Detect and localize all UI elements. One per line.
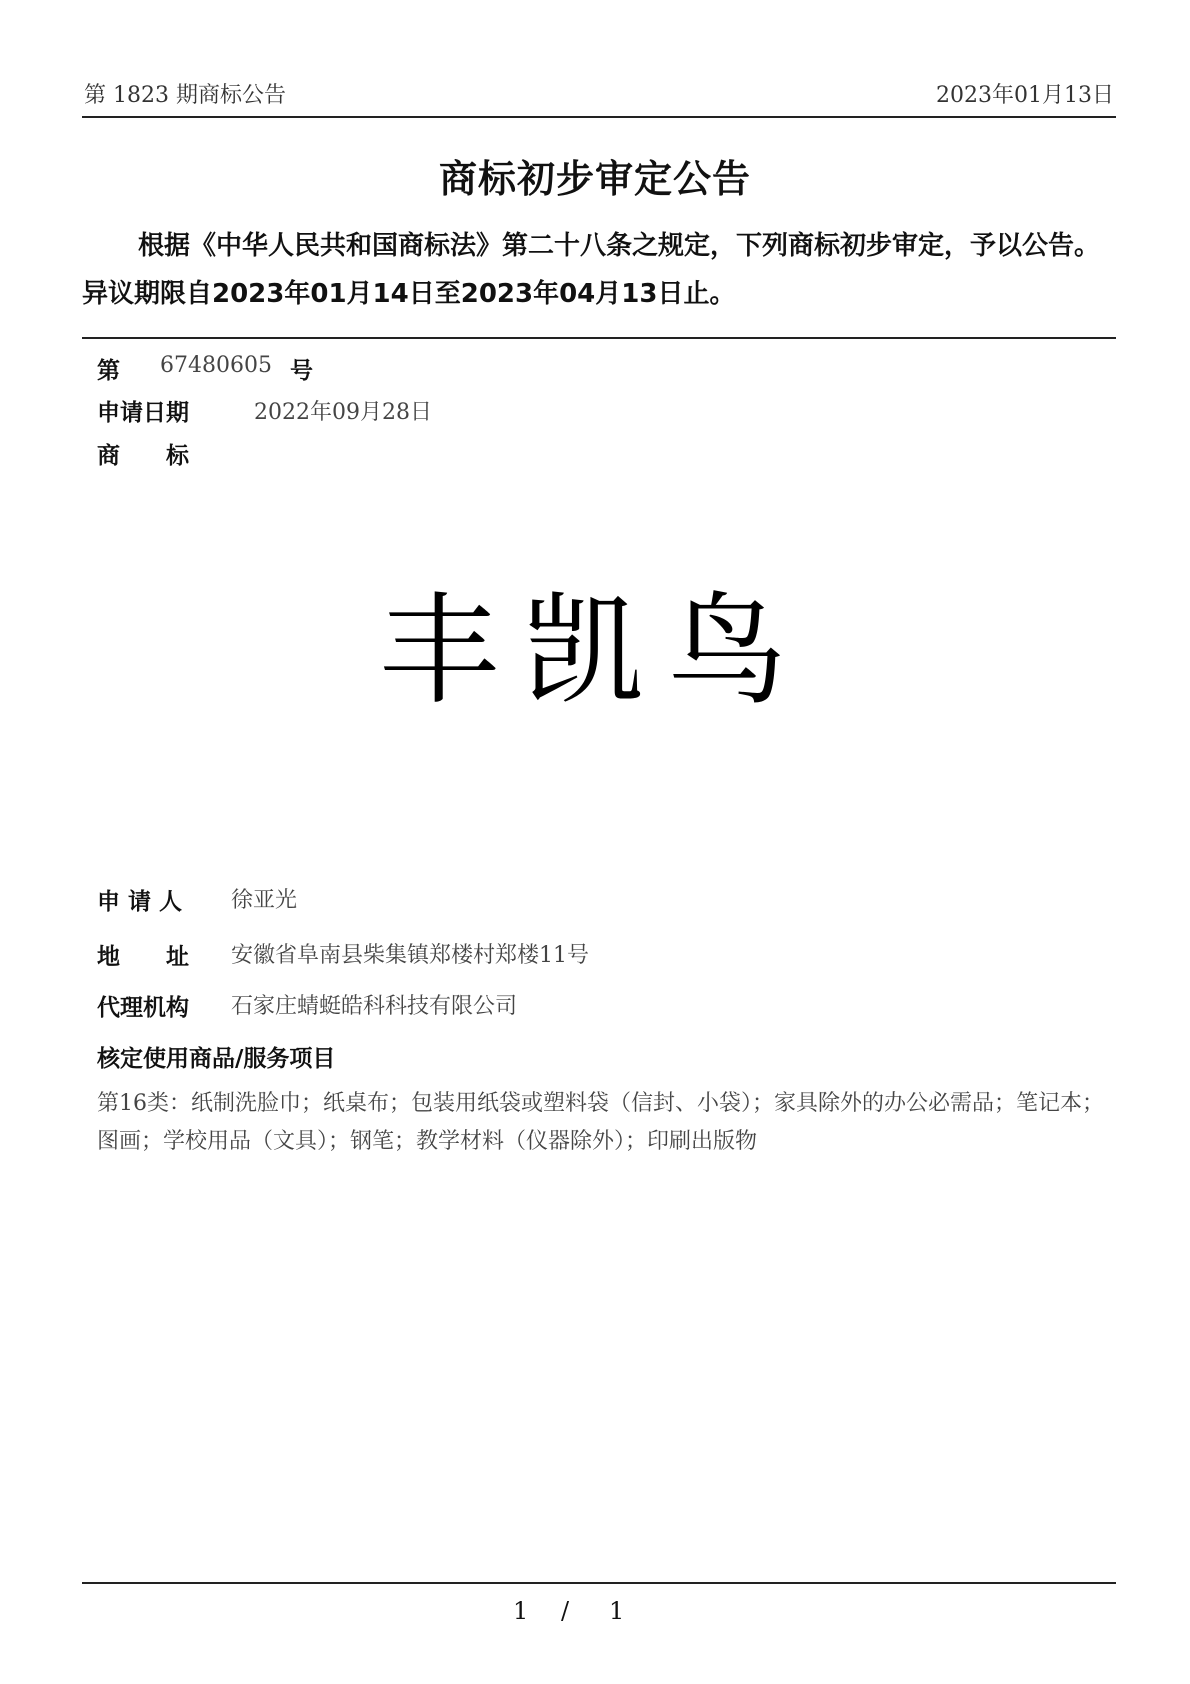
number-suffix: 号 — [290, 358, 313, 384]
registration-number: 67480605 — [160, 353, 272, 378]
header-rule — [82, 116, 1116, 118]
trademark-label: 商 标 — [97, 443, 189, 469]
notice-intro: 根据《中华人民共和国商标法》第二十八条之规定，下列商标初步审定，予以公告。异议期限自2023年01月14日至2023年04月13日止。 — [82, 231, 1101, 309]
issue-number: 第 1823 期商标公告 — [84, 83, 286, 108]
address-label: 地 址 — [97, 944, 189, 970]
intro-rule — [82, 337, 1116, 339]
footer-rule — [82, 1582, 1116, 1584]
address: 安徽省阜南县柴集镇郑楼村郑楼11号 — [231, 943, 589, 968]
agent: 石家庄蜻蜓皓科科技有限公司 — [231, 994, 518, 1019]
applicant: 徐亚光 — [231, 888, 298, 913]
agent-label: 代理机构 — [97, 995, 189, 1021]
page-total: 1 — [609, 1597, 625, 1625]
trademark-image: 丰凯鸟 — [379, 582, 811, 721]
page-title: 商标初步审定公告 — [438, 157, 751, 201]
number-prefix: 第 — [97, 358, 120, 384]
goods-list: 第16类：纸制洗脸巾；纸桌布；包装用纸袋或塑料袋（信封、小袋）；家具除外的办公必需品；笔记本；图画；学校用品（文具）；钢笔；教学材料（仪器除外）；印刷出版物 — [97, 1091, 1104, 1154]
application-date-label: 申请日期 — [97, 400, 189, 426]
application-date: 2022年09月28日 — [254, 400, 432, 425]
issue-date: 2023年01月13日 — [936, 83, 1114, 108]
applicant-label: 申 请 人 — [97, 889, 183, 915]
page-separator: / — [561, 1597, 570, 1625]
page-current: 1 — [513, 1597, 529, 1625]
goods-label: 核定使用商品/服务项目 — [97, 1046, 336, 1072]
